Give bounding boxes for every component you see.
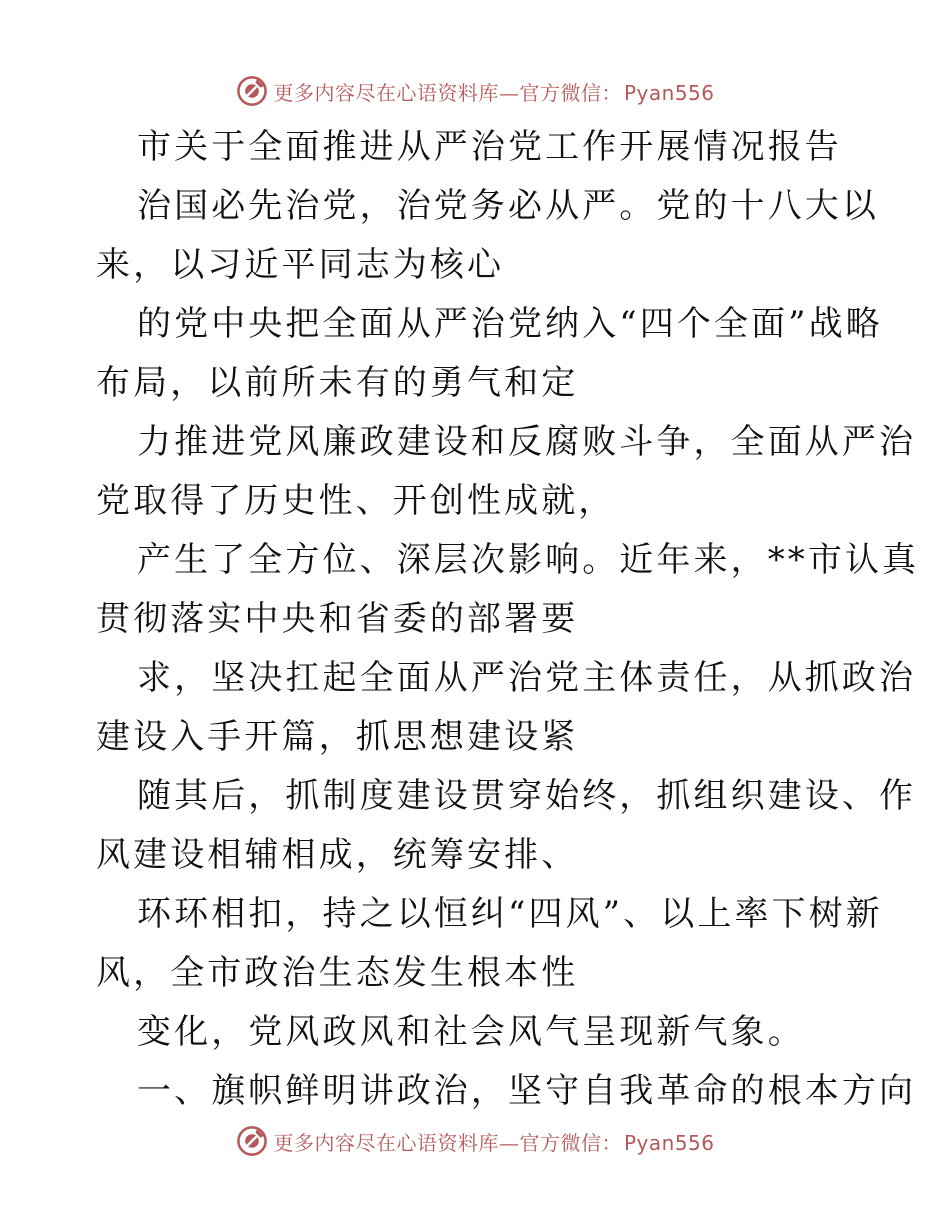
paragraph-line: 的党中央把全面从严治党纳入“四个全面”战略 (137, 304, 883, 344)
watermark-text: 更多内容尽在心语资料库—官方微信： (273, 1130, 622, 1155)
section-heading: 一、旗帜鲜明讲政治，坚守自我革命的根本方向 (137, 1071, 917, 1111)
paragraph-line: 党取得了历史性、开创性成就， (96, 481, 616, 521)
paragraph-line: 贯彻落实中央和省委的部署要 (96, 599, 579, 639)
watermark-account: Pyan556 (623, 80, 715, 105)
paragraph-line: 风建设相辅相成，统筹安排、 (96, 835, 579, 875)
paragraph-line: 环环相扣，持之以恒纠“四风”、以上率下树新 (137, 894, 883, 934)
header-watermark (0, 71, 950, 111)
footer-watermark (0, 1121, 950, 1161)
paragraph-line: 力推进党风廉政建设和反腐败斗争，全面从严治 (137, 422, 917, 462)
paragraph-line: 产生了全方位、深层次影响。近年来，**市认真 (137, 540, 920, 580)
paragraph-line: 变化，党风政风和社会风气呈现新气象。 (137, 1012, 805, 1052)
paragraph-line: 随其后，抓制度建设贯穿始终，抓组织建设、作 (137, 776, 917, 816)
paragraph-line: 建设入手开篇，抓思想建设紧 (96, 717, 579, 757)
watermark-text: 更多内容尽在心语资料库—官方微信： (273, 80, 622, 105)
brand-logo-icon (235, 1124, 269, 1158)
paragraph-line: 布局，以前所未有的勇气和定 (96, 363, 579, 403)
paragraph-line: 求，坚决扛起全面从严治党主体责任，从抓政治 (137, 658, 917, 698)
paragraph-line: 来，以习近平同志为核心 (96, 245, 505, 285)
brand-logo-icon (235, 74, 269, 108)
paragraph-line: 治国必先治党，治党务必从严。党的十八大以 (137, 186, 879, 226)
watermark-account: Pyan556 (623, 1130, 715, 1155)
paragraph-line: 风，全市政治生态发生根本性 (96, 953, 579, 993)
document-title: 市关于全面推进从严治党工作开展情况报告 (137, 127, 842, 167)
